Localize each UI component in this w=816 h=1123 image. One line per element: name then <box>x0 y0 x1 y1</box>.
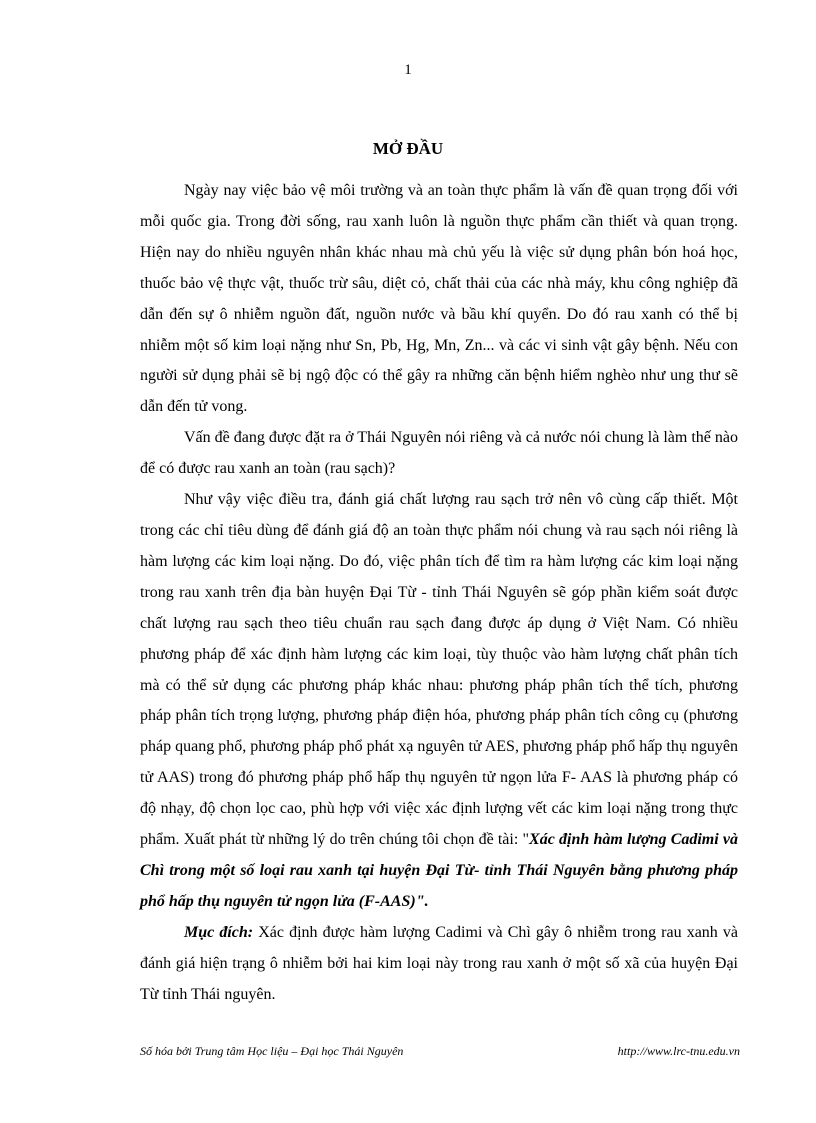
thesis-title: Xác định hàm lượng Cadimi và Chì trong một số loại rau xanh tại huyện Đại Từ- tỉnh Thái Nguyên bằng phương pháp phổ hấp thụ nguyên tử ngọn lửa (F-AAS)". <box>140 831 739 910</box>
purpose-text: Xác định được hàm lượng Cadimi và Chì gây ô nhiễm trong rau xanh và đánh giá hiện trạng ô nhiễm bởi hai kim loại này trong rau xanh ở một số xã của huyện Đại Từ tỉnh Thái nguyên. <box>140 923 739 1003</box>
paragraph-rationale <box>140 485 738 918</box>
body-text <box>140 176 738 1010</box>
paragraph-rationale-text: Như vậy việc điều tra, đánh giá chất lượng rau sạch trở nên vô cùng cấp thiết. Một trong các chỉ tiêu dùng để đánh giá độ an toàn thực phẩm nói chung và rau sạch nói riêng là hàm lượng các kim loại nặng. Do đó, việc phân tích để tìm ra hàm lượng các kim loại nặng trong rau xanh trên địa bàn huyện Đại Từ - tỉnh Thái Nguyên sẽ góp phần kiểm soát được chất lượng rau sạch theo tiêu chuẩn rau sạch đang được áp dụng ở Việt Nam. Có nhiều phương pháp để xác định hàm lượng các kim loại, tùy thuộc vào hàm lượng chất phân tích mà có thể sử dụng các phương pháp khác nhau: phương pháp phân tích thể tích, phương pháp phân tích trọng lượng, phương pháp điện hóa, phương pháp phân tích công cụ (phương pháp quang phổ, phương pháp phổ phát xạ nguyên tử AES, phương pháp phổ hấp thụ nguyên tử AAS) trong đó phương pháp phổ hấp thụ nguyên tử ngọn lửa F- AAS là phương pháp có độ nhạy, độ chọn lọc cao, phù hợp với việc xác định lượng vết các kim loại nặng trong thực phẩm. Xuất phát từ những lý do trên chúng tôi chọn đề tài: " <box>140 491 738 849</box>
paragraph-intro: Ngày nay việc bảo vệ môi trường và an toàn thực phẩm là vấn đề quan trọng đối với mỗi quốc gia. Trong đời sống, rau xanh luôn là nguồn thực phẩm cần thiết và quan trọng. Hiện nay do nhiều nguyên nhân khác nhau mà chủ yếu là việc sử dụng phân bón hoá học, thuốc bảo vệ thực vật, thuốc trừ sâu, diệt cỏ, chất thải của các nhà máy, khu công nghiệp đã dẫn đến sự ô nhiễm nguồn đất, nguồn nước và bầu khí quyển. Do đó rau xanh có thể bị nhiễm một số kim loại nặng như Sn, Pb, Hg, Mn, Zn... và các vi sinh vật gây bệnh. Nếu con người sử dụng phải sẽ bị ngộ độc có thể gây ra những căn bệnh hiểm nghèo như ung thư sẽ dẫn đến tử vong. <box>140 182 738 416</box>
footer-source: Số hóa bởi Trung tâm Học liệu – Đại học Thái Nguyên <box>140 1044 404 1058</box>
purpose-label: Mục đích: <box>184 923 254 941</box>
paragraph-purpose <box>140 918 738 1011</box>
paragraph-question: Vấn đề đang được đặt ra ở Thái Nguyên nói riêng và cả nước nói chung là làm thế nào để có được rau xanh an toàn (rau sạch)? <box>140 429 738 478</box>
footer-url: http://www.lrc-tnu.edu.vn <box>617 1044 740 1058</box>
page-title: MỞ ĐẦU <box>372 139 444 158</box>
page-number: 1 <box>404 62 412 78</box>
